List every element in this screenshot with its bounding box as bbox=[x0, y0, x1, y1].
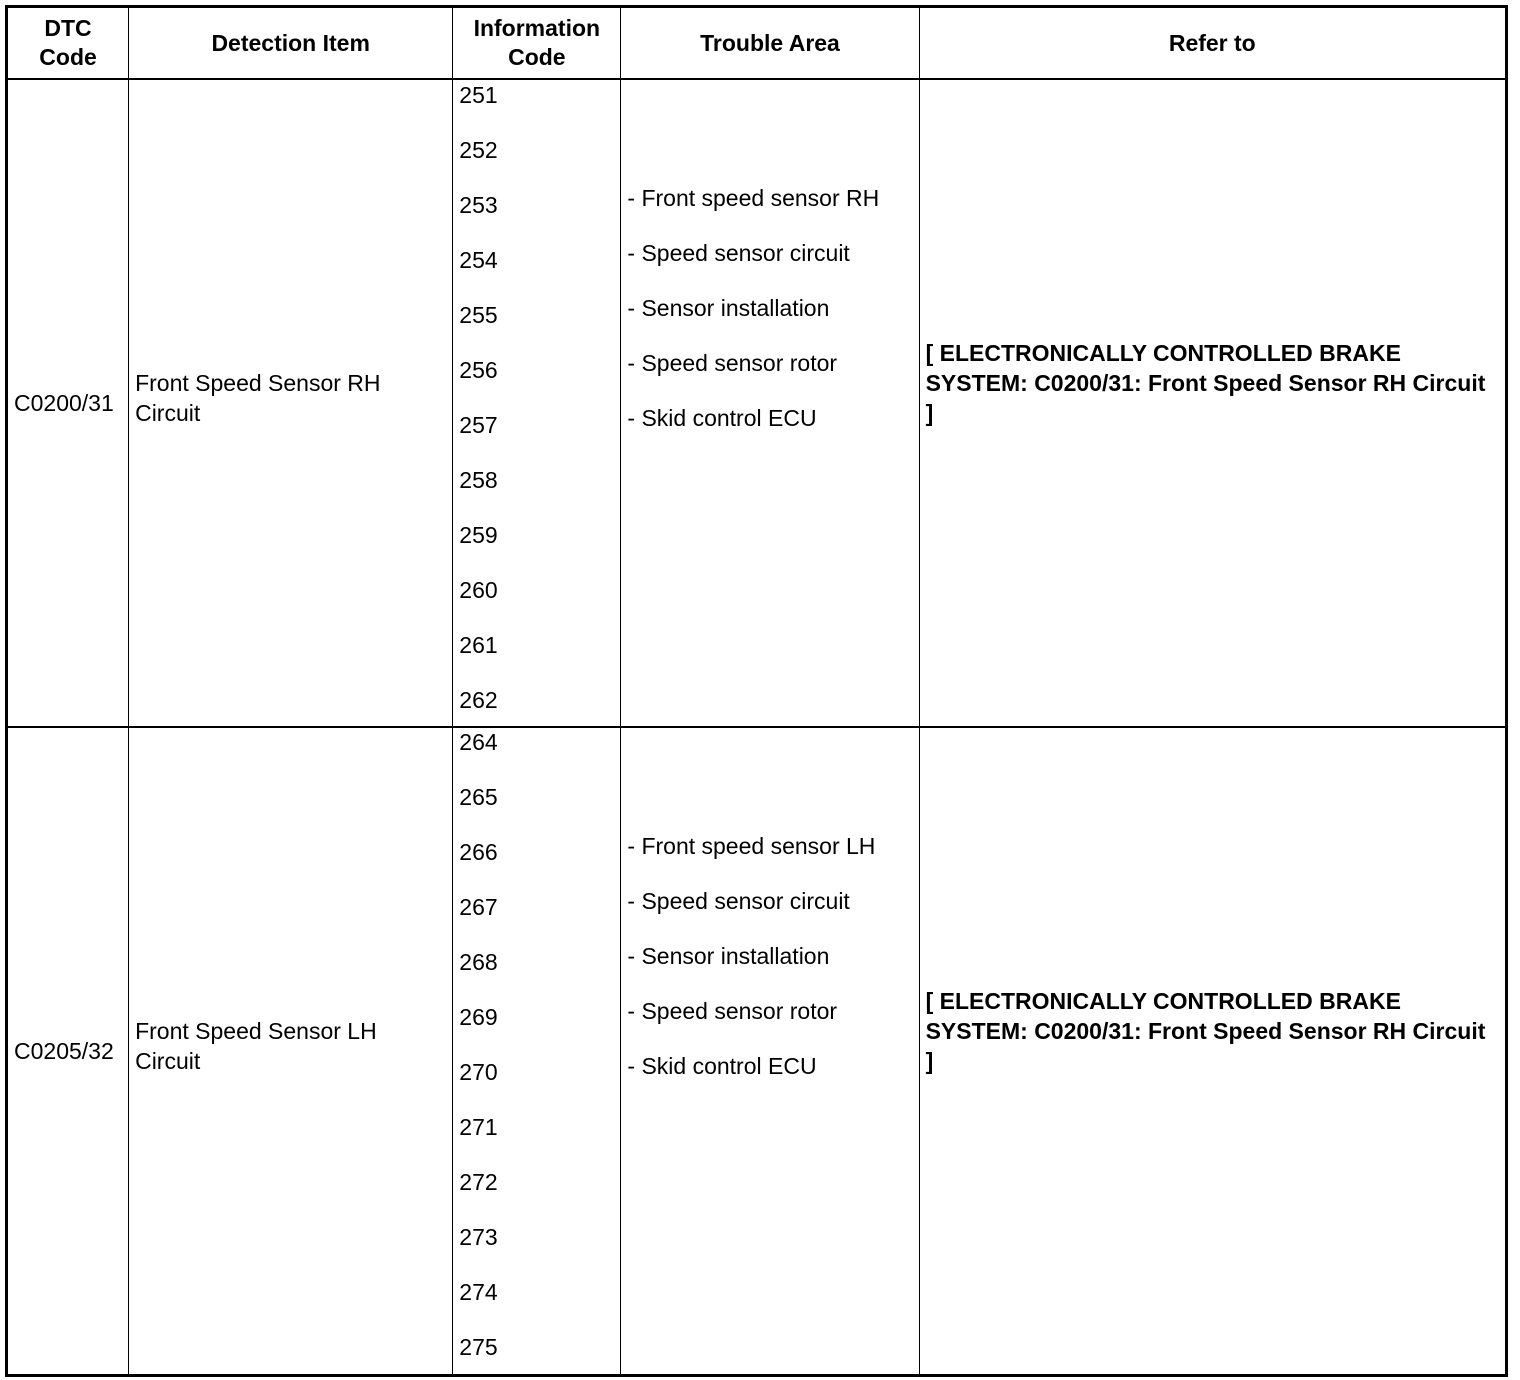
refer-to-link[interactable]: [ ELECTRONICALLY CONTROLLED BRAKE SYSTEM: C0200/31: Front Speed Sensor RH Circuit ] bbox=[925, 987, 1486, 1074]
trouble-area-item: - Skid control ECU bbox=[627, 1052, 817, 1079]
trouble-area-list bbox=[627, 831, 912, 1271]
dtc-table bbox=[5, 5, 1508, 1377]
trouble-area-list bbox=[627, 183, 912, 623]
table-row bbox=[7, 79, 1507, 727]
information-code: 266 bbox=[459, 839, 498, 866]
detection-item-cell bbox=[129, 79, 453, 727]
information-code: 251 bbox=[459, 81, 498, 108]
dtc-code-cell: C0200/31 bbox=[7, 79, 129, 727]
information-code: 270 bbox=[459, 1059, 498, 1086]
table-body bbox=[7, 79, 1507, 1375]
information-code: 252 bbox=[459, 136, 498, 163]
detection-item-text: Front Speed Sensor RH Circuit bbox=[135, 370, 381, 426]
trouble-area-cell bbox=[621, 79, 919, 727]
information-code: 255 bbox=[459, 301, 498, 328]
trouble-area-item: - Front speed sensor RH bbox=[627, 185, 880, 211]
information-code: 258 bbox=[459, 466, 498, 493]
refer-to-cell bbox=[919, 79, 1506, 727]
trouble-area-item: - Speed sensor circuit bbox=[627, 887, 850, 914]
table-row bbox=[7, 727, 1507, 1375]
information-code: 268 bbox=[459, 949, 498, 976]
header-info-line1: Information bbox=[473, 15, 601, 41]
information-code: 275 bbox=[459, 1334, 498, 1361]
refer-to-cell bbox=[919, 727, 1506, 1375]
information-code: 259 bbox=[459, 521, 498, 548]
trouble-area-item: - Speed sensor rotor bbox=[627, 350, 838, 376]
header-dtc-line2: Code bbox=[39, 44, 97, 70]
trouble-area-item: - Speed sensor rotor bbox=[627, 997, 838, 1024]
information-code: 262 bbox=[459, 686, 498, 713]
header-trouble-area: Trouble Area bbox=[621, 7, 919, 80]
trouble-area-item: - Front speed sensor LH bbox=[627, 832, 876, 859]
information-code: 272 bbox=[459, 1169, 498, 1196]
header-information-code bbox=[453, 7, 621, 80]
information-code: 274 bbox=[459, 1279, 498, 1306]
table-header bbox=[7, 7, 1507, 80]
information-code: 254 bbox=[459, 246, 498, 273]
header-info-line2: Code bbox=[508, 44, 566, 70]
header-dtc-code bbox=[7, 7, 129, 80]
information-code: 256 bbox=[459, 356, 498, 383]
trouble-area-item: - Skid control ECU bbox=[627, 405, 817, 431]
trouble-area-item: - Speed sensor circuit bbox=[627, 240, 850, 266]
trouble-area-cell bbox=[621, 727, 919, 1375]
dtc-code-cell: C0205/32 bbox=[7, 727, 129, 1375]
refer-to-link[interactable]: [ ELECTRONICALLY CONTROLLED BRAKE SYSTEM: C0200/31: Front Speed Sensor RH Circuit ] bbox=[925, 340, 1486, 426]
information-code: 264 bbox=[459, 729, 498, 756]
detection-item-text: Front Speed Sensor LH Circuit bbox=[135, 1017, 377, 1074]
information-code-cell bbox=[453, 727, 621, 1375]
information-code: 260 bbox=[459, 576, 498, 603]
header-row bbox=[7, 7, 1507, 80]
trouble-area-item: - Sensor installation bbox=[627, 942, 830, 969]
information-code: 253 bbox=[459, 191, 498, 218]
trouble-area-item: - Sensor installation bbox=[627, 295, 830, 321]
header-refer-to: Refer to bbox=[919, 7, 1506, 80]
information-code: 261 bbox=[459, 631, 498, 658]
information-code: 271 bbox=[459, 1114, 498, 1141]
header-detection-item: Detection Item bbox=[129, 7, 453, 80]
detection-item-cell bbox=[129, 727, 453, 1375]
information-code: 269 bbox=[459, 1004, 498, 1031]
information-code: 265 bbox=[459, 784, 498, 811]
information-code-cell bbox=[453, 79, 621, 727]
header-dtc-line1: DTC bbox=[44, 15, 92, 41]
information-code: 273 bbox=[459, 1224, 498, 1251]
information-code: 257 bbox=[459, 411, 498, 438]
information-code: 267 bbox=[459, 894, 498, 921]
